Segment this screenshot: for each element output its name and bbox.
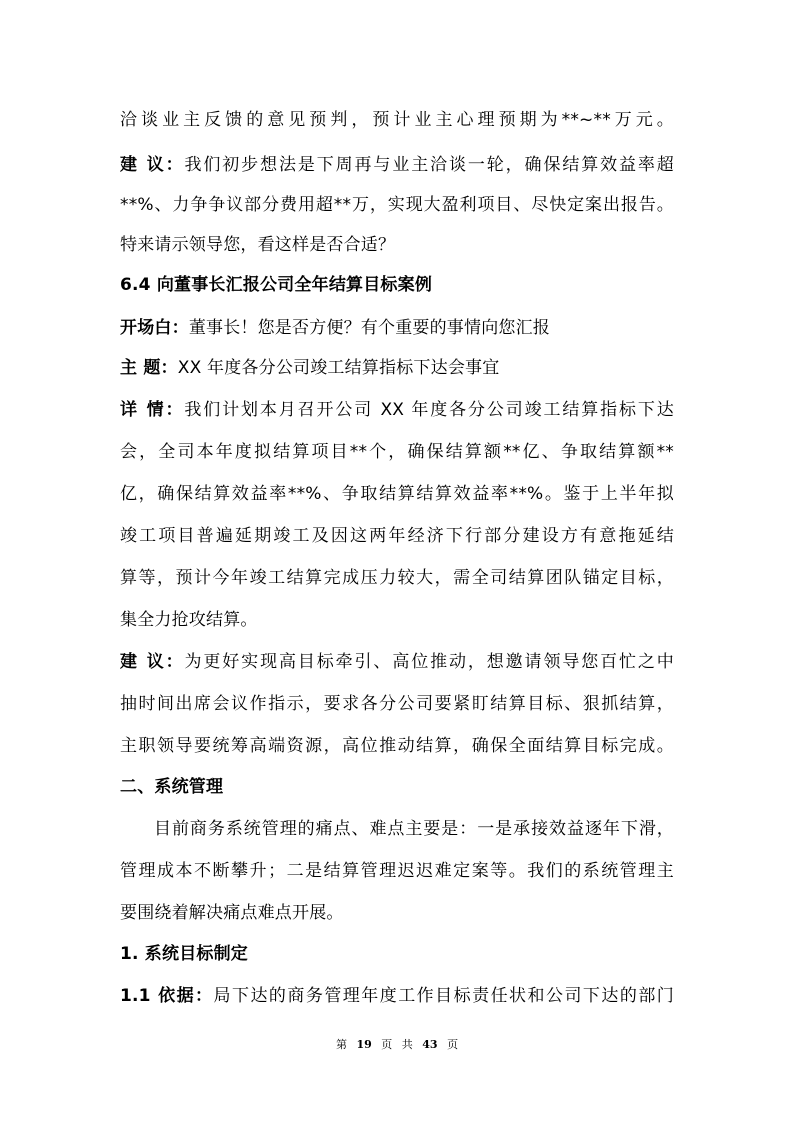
body-line: [120, 108, 674, 132]
text-run: 算等，预计今年竣工结算完成压力较大，需全司结算团队锚定目标，: [120, 568, 674, 588]
body-line: [120, 233, 674, 257]
footer-text: 页: [381, 1038, 393, 1051]
label-suggestion: 建 议：: [120, 652, 185, 672]
text-run: 主职领导要统筹高端资源，高位推动结算，确保全面结算目标完成。: [120, 736, 674, 756]
text-run: 特来请示领导您，看这样是否合适？: [120, 235, 396, 255]
total-page-count: 43: [422, 1038, 438, 1051]
text-run: 集全力抢攻结算。: [120, 610, 258, 630]
label-topic: 主 题：: [120, 358, 178, 378]
text-run: 亿，确保结算效益率**%、争取结算结算效益率**%。鉴于上半年拟: [120, 484, 674, 504]
heading-text: 6.4 向董事长汇报公司全年结算目标案例: [120, 275, 433, 295]
text-run: XX 年度各分公司竣工结算指标下达会事宜: [177, 358, 500, 378]
body-line: [120, 984, 674, 1008]
text-run: 目前商务系统管理的痛点、难点主要是：一是承接效益逐年下滑，: [154, 819, 674, 839]
body-line: [120, 316, 674, 340]
text-run: 我们初步想法是下周再与业主洽谈一轮，确保结算效益率超: [184, 155, 675, 175]
text-run: 局下达的商务管理年度工作目标责任状和公司下达的部门: [213, 986, 674, 1006]
body-line: [154, 817, 674, 841]
text-run: 会，全司本年度拟结算项目**个，确保结算额**亿、争取结算额**: [120, 442, 674, 462]
text-run: 抽时间出席会议作指示，要求各分公司要紧盯结算目标、狠抓结算，: [120, 694, 674, 714]
section-heading: [120, 273, 674, 297]
body-line: [120, 608, 674, 632]
body-line: [120, 356, 674, 380]
footer-text: 共: [401, 1038, 413, 1051]
text-run: 我们计划本月召开公司 XX 年度各分公司竣工结算指标下达: [184, 400, 674, 420]
footer-text: 第: [335, 1038, 347, 1051]
body-line: [120, 153, 674, 177]
current-page-number: 19: [356, 1038, 372, 1051]
label-basis: 1.1 依据：: [120, 986, 214, 1006]
body-line: [120, 901, 674, 925]
page-footer: [0, 1038, 794, 1052]
text-run: 洽谈业主反馈的意见预判，预计业主心理预期为**~**万元。: [120, 110, 674, 130]
text-run: 董事长！您是否方便？有个重要的事情向您汇报: [188, 318, 551, 338]
text-run: **%、力争争议部分费用超**万，实现大盈利项目、尽快定案出报告。: [120, 195, 674, 215]
text-run: 要围绕着解决痛点难点开展。: [120, 903, 344, 923]
label-suggestion: 建 议：: [120, 155, 185, 175]
body-line: [120, 734, 674, 758]
subsection-heading: [120, 942, 674, 966]
text-run: 管理成本不断攀升；二是结算管理迟迟难定案等。我们的系统管理主: [120, 861, 674, 881]
body-line: [120, 440, 674, 464]
text-run: 为更好实现高目标牵引、高位推动，想邀请领导您百忙之中: [184, 652, 675, 672]
section-heading: [120, 775, 674, 799]
body-line: [120, 482, 674, 506]
body-line: [120, 859, 674, 883]
body-line: [120, 398, 674, 422]
body-line: [120, 524, 674, 548]
body-line: [120, 650, 674, 674]
footer-text: 页: [447, 1038, 459, 1051]
heading-text: 二、系统管理: [120, 777, 224, 797]
body-line: [120, 692, 674, 716]
label-opening: 开场白：: [120, 318, 189, 338]
heading-text: 1. 系统目标制定: [120, 944, 249, 964]
body-line: [120, 566, 674, 590]
text-run: 竣工项目普遍延期竣工及因这两年经济下行部分建设方有意拖延结: [120, 526, 674, 546]
body-line: [120, 193, 674, 217]
label-details: 详 情：: [120, 400, 185, 420]
